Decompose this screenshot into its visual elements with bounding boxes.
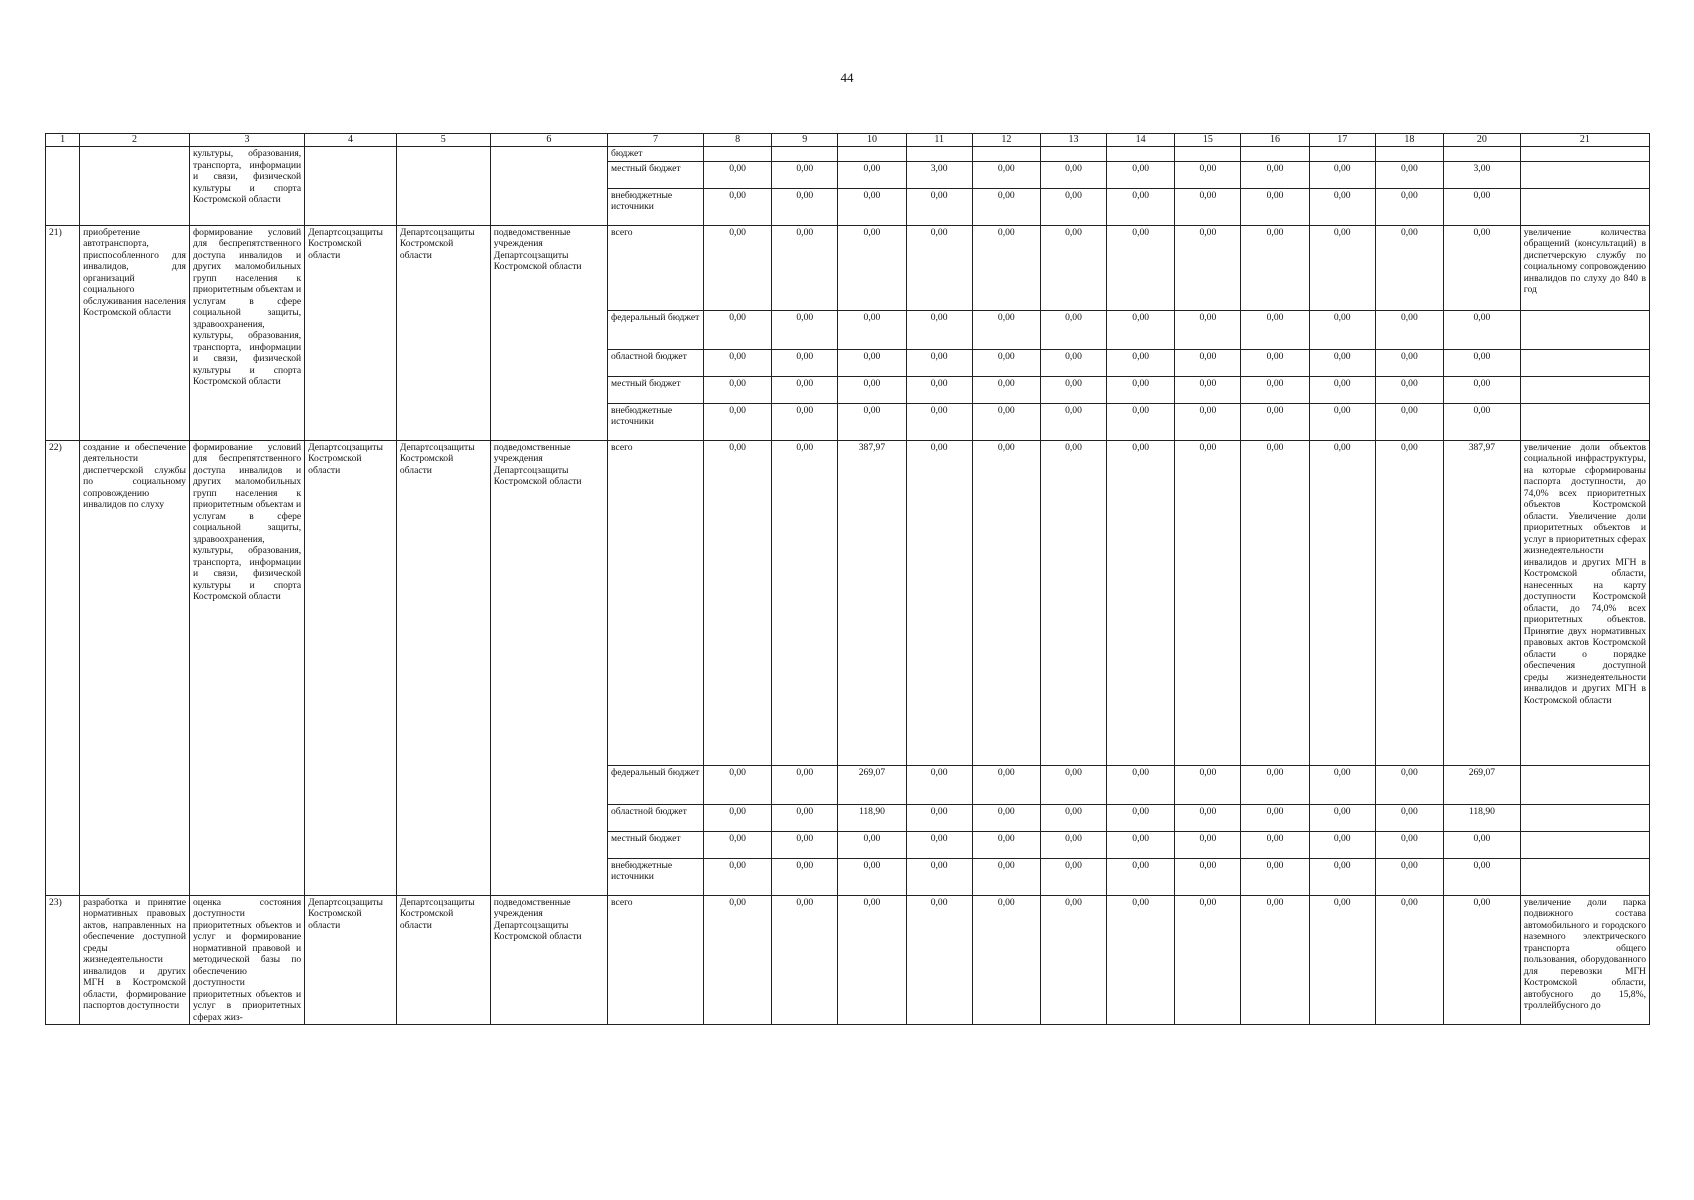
value-cell: 0,00 <box>906 440 972 765</box>
col-header: 15 <box>1175 134 1241 147</box>
value-cell: 0,00 <box>703 403 771 440</box>
item-number: 21) <box>46 225 80 440</box>
value-cell: 0,00 <box>906 225 972 310</box>
value-cell <box>703 147 771 162</box>
value-cell: 0,00 <box>1107 804 1175 831</box>
value-cell: 0,00 <box>906 804 972 831</box>
funding-source: бюджет <box>608 147 704 162</box>
total-cell: 387,97 <box>1444 440 1521 765</box>
value-cell: 0,00 <box>1107 188 1175 225</box>
value-cell: 0,00 <box>1175 188 1241 225</box>
value-cell: 0,00 <box>772 804 838 831</box>
value-cell: 0,00 <box>972 225 1040 310</box>
value-cell: 0,00 <box>1107 895 1175 1025</box>
value-cell: 0,00 <box>1175 858 1241 895</box>
value-cell: 0,00 <box>838 831 906 858</box>
total-cell: 0,00 <box>1444 376 1521 403</box>
value-cell: 0,00 <box>1309 765 1375 804</box>
funding-source: всего <box>608 440 704 765</box>
value-cell: 0,00 <box>906 188 972 225</box>
value-cell: 3,00 <box>906 161 972 188</box>
participants: подведомственные учреждения Департсоцзащиты Костромской области <box>490 895 607 1025</box>
responsible: Департсоцзащиты Костромской области <box>396 440 490 895</box>
activity-name: создание и обеспечение деятельности диспетчерской службы по социальному сопровождению инвалидов по слуху <box>80 440 190 895</box>
value-cell: 0,00 <box>838 376 906 403</box>
value-cell: 0,00 <box>906 858 972 895</box>
col-header: 16 <box>1241 134 1309 147</box>
value-cell: 0,00 <box>703 895 771 1025</box>
total-cell: 0,00 <box>1444 831 1521 858</box>
value-cell: 0,00 <box>772 895 838 1025</box>
value-cell: 0,00 <box>906 310 972 349</box>
expected-result: увеличение доли парка подвижного состава автомобильного и городского наземного электрического транспорта общего пользования, оборудованного для перевозки МГН Костромской области, автобусного до 15,8%, троллейбусного до <box>1520 895 1649 1025</box>
funding-source: областной бюджет <box>608 804 704 831</box>
value-cell: 0,00 <box>1107 161 1175 188</box>
funding-source: местный бюджет <box>608 376 704 403</box>
value-cell <box>906 147 972 162</box>
value-cell: 0,00 <box>703 831 771 858</box>
executor <box>305 147 397 226</box>
value-cell: 0,00 <box>1375 858 1443 895</box>
value-cell: 0,00 <box>1241 895 1309 1025</box>
value-cell: 0,00 <box>1241 858 1309 895</box>
program-activities-table <box>45 133 1650 1025</box>
total-cell: 0,00 <box>1444 895 1521 1025</box>
value-cell: 0,00 <box>1175 804 1241 831</box>
value-cell <box>772 147 838 162</box>
value-cell: 0,00 <box>1107 765 1175 804</box>
col-header: 2 <box>80 134 190 147</box>
value-cell <box>972 147 1040 162</box>
value-cell: 0,00 <box>1175 895 1241 1025</box>
executor: Департсоцзащиты Костромской области <box>305 895 397 1025</box>
col-header: 11 <box>906 134 972 147</box>
value-cell: 0,00 <box>1241 161 1309 188</box>
item-number <box>46 147 80 226</box>
value-cell: 0,00 <box>1040 188 1106 225</box>
value-cell: 0,00 <box>1040 403 1106 440</box>
participants <box>490 147 607 226</box>
funding-source: всего <box>608 225 704 310</box>
value-cell: 0,00 <box>972 765 1040 804</box>
value-cell: 0,00 <box>703 765 771 804</box>
value-cell: 0,00 <box>1375 765 1443 804</box>
col-header: 7 <box>608 134 704 147</box>
total-cell: 0,00 <box>1444 225 1521 310</box>
value-cell: 0,00 <box>772 831 838 858</box>
value-cell: 0,00 <box>772 161 838 188</box>
total-cell: 0,00 <box>1444 858 1521 895</box>
value-cell: 0,00 <box>1241 804 1309 831</box>
value-cell: 0,00 <box>1040 895 1106 1025</box>
total-cell: 118,90 <box>1444 804 1521 831</box>
value-cell: 0,00 <box>972 403 1040 440</box>
table-row <box>46 895 1650 1025</box>
value-cell <box>1375 147 1443 162</box>
value-cell: 0,00 <box>703 310 771 349</box>
col-header: 13 <box>1040 134 1106 147</box>
value-cell: 0,00 <box>972 858 1040 895</box>
value-cell: 387,97 <box>838 440 906 765</box>
value-cell: 0,00 <box>1175 440 1241 765</box>
funding-source: внебюджетные источники <box>608 188 704 225</box>
value-cell: 0,00 <box>1107 858 1175 895</box>
value-cell: 0,00 <box>1107 310 1175 349</box>
value-cell: 0,00 <box>1241 225 1309 310</box>
value-cell: 0,00 <box>703 804 771 831</box>
value-cell: 0,00 <box>772 403 838 440</box>
col-header: 8 <box>703 134 771 147</box>
value-cell: 0,00 <box>1375 225 1443 310</box>
expected-result <box>1520 349 1649 376</box>
value-cell: 0,00 <box>838 403 906 440</box>
value-cell: 0,00 <box>772 349 838 376</box>
expected-result <box>1520 804 1649 831</box>
col-header: 12 <box>972 134 1040 147</box>
value-cell: 0,00 <box>972 831 1040 858</box>
value-cell: 0,00 <box>972 188 1040 225</box>
value-cell: 0,00 <box>772 310 838 349</box>
col-header: 21 <box>1520 134 1649 147</box>
total-cell <box>1444 147 1521 162</box>
col-header: 1 <box>46 134 80 147</box>
continuation-row <box>46 147 1650 162</box>
executor: Департсоцзащиты Костромской области <box>305 440 397 895</box>
value-cell: 0,00 <box>703 858 771 895</box>
value-cell: 0,00 <box>1040 225 1106 310</box>
col-header: 20 <box>1444 134 1521 147</box>
value-cell: 0,00 <box>772 188 838 225</box>
value-cell: 0,00 <box>1375 161 1443 188</box>
value-cell: 0,00 <box>1040 858 1106 895</box>
value-cell: 0,00 <box>972 349 1040 376</box>
expected-result <box>1520 765 1649 804</box>
value-cell: 0,00 <box>1040 440 1106 765</box>
activity-name: разработка и принятие нормативных правовых актов, направленных на обеспечение доступной среды жизнедеятельности инвалидов и других МГН в Костромской области, формирование паспортов доступности <box>80 895 190 1025</box>
executor: Департсоцзащиты Костромской области <box>305 225 397 440</box>
total-cell: 0,00 <box>1444 188 1521 225</box>
value-cell <box>838 147 906 162</box>
value-cell: 0,00 <box>838 310 906 349</box>
value-cell: 0,00 <box>906 765 972 804</box>
value-cell: 0,00 <box>1309 225 1375 310</box>
value-cell: 0,00 <box>1175 403 1241 440</box>
value-cell: 0,00 <box>703 188 771 225</box>
value-cell: 0,00 <box>772 765 838 804</box>
activity-name: приобретение автотранспорта, приспособленного для инвалидов, для организаций социального обслуживания населения Костромской области <box>80 225 190 440</box>
value-cell: 0,00 <box>703 440 771 765</box>
value-cell <box>1040 147 1106 162</box>
total-cell: 3,00 <box>1444 161 1521 188</box>
value-cell: 0,00 <box>1241 310 1309 349</box>
funding-source: внебюджетные источники <box>608 858 704 895</box>
value-cell: 0,00 <box>772 225 838 310</box>
value-cell: 0,00 <box>1309 376 1375 403</box>
value-cell: 0,00 <box>1040 349 1106 376</box>
value-cell: 0,00 <box>772 440 838 765</box>
value-cell: 0,00 <box>703 376 771 403</box>
value-cell: 0,00 <box>838 349 906 376</box>
funding-source: областной бюджет <box>608 349 704 376</box>
value-cell <box>1175 147 1241 162</box>
value-cell: 0,00 <box>1175 161 1241 188</box>
activity-goal: формирование условий для беспрепятственного доступа инвалидов и других маломобильных групп населения к приоритетным объектам и услугам в сфере социальной защиты, здравоохранения, культуры, образования, транспорта, информации и связи, физической культуры и спорта Костромской области <box>189 225 304 440</box>
value-cell: 0,00 <box>1309 349 1375 376</box>
value-cell: 0,00 <box>1309 161 1375 188</box>
expected-result <box>1520 403 1649 440</box>
col-header: 6 <box>490 134 607 147</box>
header-row <box>46 134 1650 147</box>
funding-source: внебюджетные источники <box>608 403 704 440</box>
value-cell: 0,00 <box>838 895 906 1025</box>
value-cell: 0,00 <box>1241 349 1309 376</box>
value-cell: 0,00 <box>1241 765 1309 804</box>
value-cell: 0,00 <box>1241 440 1309 765</box>
value-cell: 0,00 <box>1375 403 1443 440</box>
page-number: 44 <box>840 70 854 85</box>
value-cell: 0,00 <box>1040 161 1106 188</box>
value-cell: 0,00 <box>1040 765 1106 804</box>
participants: подведомственные учреждения Департсоцзащиты Костромской области <box>490 440 607 895</box>
total-cell: 0,00 <box>1444 349 1521 376</box>
col-header: 17 <box>1309 134 1375 147</box>
funding-source: местный бюджет <box>608 161 704 188</box>
value-cell: 0,00 <box>1175 765 1241 804</box>
value-cell: 0,00 <box>838 188 906 225</box>
table-row <box>46 440 1650 765</box>
expected-result <box>1520 147 1649 162</box>
value-cell: 0,00 <box>1375 440 1443 765</box>
value-cell: 0,00 <box>1175 310 1241 349</box>
col-header: 3 <box>189 134 304 147</box>
activity-goal: культуры, образования, транспорта, информации и связи, физической культуры и спорта Костромской области <box>189 147 304 226</box>
expected-result <box>1520 161 1649 188</box>
value-cell: 0,00 <box>906 895 972 1025</box>
value-cell: 118,90 <box>838 804 906 831</box>
col-header: 4 <box>305 134 397 147</box>
expected-result: увеличение доли объектов социальной инфраструктуры, на которые сформированы паспорта доступности, до 74,0% всех приоритетных объектов Костромской области. Увеличение доли приоритетных объектов и услуг в приоритетных сферах жизнедеятельности инвалидов и других МГН в Костромской области, нанесенных на карту доступности Костромской области, до 74,0% всех приоритетных объектов. Принятие двух нормативных правовых актов Костромской области о порядке обеспечения доступной среды жизнедеятельности инвалидов и других МГН в Костромской области <box>1520 440 1649 765</box>
value-cell: 0,00 <box>703 161 771 188</box>
item-number: 22) <box>46 440 80 895</box>
value-cell: 0,00 <box>1175 831 1241 858</box>
value-cell: 0,00 <box>972 895 1040 1025</box>
value-cell: 0,00 <box>1241 376 1309 403</box>
value-cell: 0,00 <box>703 225 771 310</box>
responsible: Департсоцзащиты Костромской области <box>396 895 490 1025</box>
funding-source: местный бюджет <box>608 831 704 858</box>
activity-goal: оценка состояния доступности приоритетных объектов и услуг и формирование нормативной правовой и методической базы по обеспечению доступности приоритетных объектов и услуг в приоритетных сферах жиз- <box>189 895 304 1025</box>
value-cell: 0,00 <box>1107 831 1175 858</box>
value-cell: 0,00 <box>1175 376 1241 403</box>
expected-result <box>1520 376 1649 403</box>
expected-result <box>1520 831 1649 858</box>
col-header: 5 <box>396 134 490 147</box>
value-cell: 0,00 <box>972 804 1040 831</box>
col-header: 14 <box>1107 134 1175 147</box>
value-cell: 0,00 <box>1309 440 1375 765</box>
value-cell: 0,00 <box>838 225 906 310</box>
value-cell: 0,00 <box>1040 376 1106 403</box>
funding-source: всего <box>608 895 704 1025</box>
value-cell: 0,00 <box>906 349 972 376</box>
funding-source: федеральный бюджет <box>608 310 704 349</box>
value-cell: 0,00 <box>703 349 771 376</box>
value-cell: 0,00 <box>1107 403 1175 440</box>
expected-result <box>1520 188 1649 225</box>
value-cell <box>1107 147 1175 162</box>
value-cell: 0,00 <box>1107 225 1175 310</box>
activity-goal: формирование условий для беспрепятственного доступа инвалидов и других маломобильных групп населения к приоритетным объектам и услугам в сфере социальной защиты, здравоохранения, культуры, образования, транспорта, информации и связи, физической культуры и спорта Костромской области <box>189 440 304 895</box>
value-cell: 0,00 <box>906 376 972 403</box>
value-cell: 0,00 <box>1309 310 1375 349</box>
value-cell: 0,00 <box>1107 440 1175 765</box>
value-cell: 0,00 <box>1175 349 1241 376</box>
value-cell: 0,00 <box>1241 403 1309 440</box>
value-cell: 0,00 <box>1309 804 1375 831</box>
value-cell: 0,00 <box>1040 310 1106 349</box>
value-cell: 0,00 <box>972 161 1040 188</box>
value-cell: 0,00 <box>1107 349 1175 376</box>
col-header: 10 <box>838 134 906 147</box>
total-cell: 269,07 <box>1444 765 1521 804</box>
value-cell: 0,00 <box>1241 831 1309 858</box>
value-cell: 0,00 <box>1040 831 1106 858</box>
value-cell: 0,00 <box>838 858 906 895</box>
value-cell: 0,00 <box>1309 895 1375 1025</box>
total-cell: 0,00 <box>1444 310 1521 349</box>
value-cell: 0,00 <box>1309 403 1375 440</box>
value-cell: 0,00 <box>1375 188 1443 225</box>
value-cell: 0,00 <box>1040 804 1106 831</box>
expected-result: увеличение количества обращений (консультаций) в диспетчерскую службу по социальному сопровождению инвалидов по слуху до 840 в год <box>1520 225 1649 310</box>
expected-result <box>1520 310 1649 349</box>
expected-result <box>1520 858 1649 895</box>
value-cell: 269,07 <box>838 765 906 804</box>
table-row <box>46 225 1650 310</box>
responsible: Департсоцзащиты Костромской области <box>396 225 490 440</box>
value-cell: 0,00 <box>1375 895 1443 1025</box>
funding-source: федеральный бюджет <box>608 765 704 804</box>
col-header: 9 <box>772 134 838 147</box>
value-cell <box>1309 147 1375 162</box>
value-cell: 0,00 <box>1241 188 1309 225</box>
value-cell: 0,00 <box>972 440 1040 765</box>
total-cell: 0,00 <box>1444 403 1521 440</box>
value-cell: 0,00 <box>1107 376 1175 403</box>
value-cell: 0,00 <box>1309 858 1375 895</box>
value-cell: 0,00 <box>838 161 906 188</box>
responsible <box>396 147 490 226</box>
value-cell: 0,00 <box>906 831 972 858</box>
value-cell: 0,00 <box>772 858 838 895</box>
item-number: 23) <box>46 895 80 1025</box>
participants: подведомственные учреждения Департсоцзащиты Костромской области <box>490 225 607 440</box>
value-cell: 0,00 <box>1175 225 1241 310</box>
value-cell: 0,00 <box>1375 349 1443 376</box>
value-cell <box>1241 147 1309 162</box>
value-cell: 0,00 <box>772 376 838 403</box>
value-cell: 0,00 <box>1375 831 1443 858</box>
value-cell: 0,00 <box>972 376 1040 403</box>
value-cell: 0,00 <box>1375 376 1443 403</box>
col-header: 18 <box>1375 134 1443 147</box>
value-cell: 0,00 <box>1375 804 1443 831</box>
value-cell: 0,00 <box>1375 310 1443 349</box>
value-cell: 0,00 <box>1309 831 1375 858</box>
value-cell: 0,00 <box>1309 188 1375 225</box>
value-cell: 0,00 <box>972 310 1040 349</box>
activity-name <box>80 147 190 226</box>
value-cell: 0,00 <box>906 403 972 440</box>
